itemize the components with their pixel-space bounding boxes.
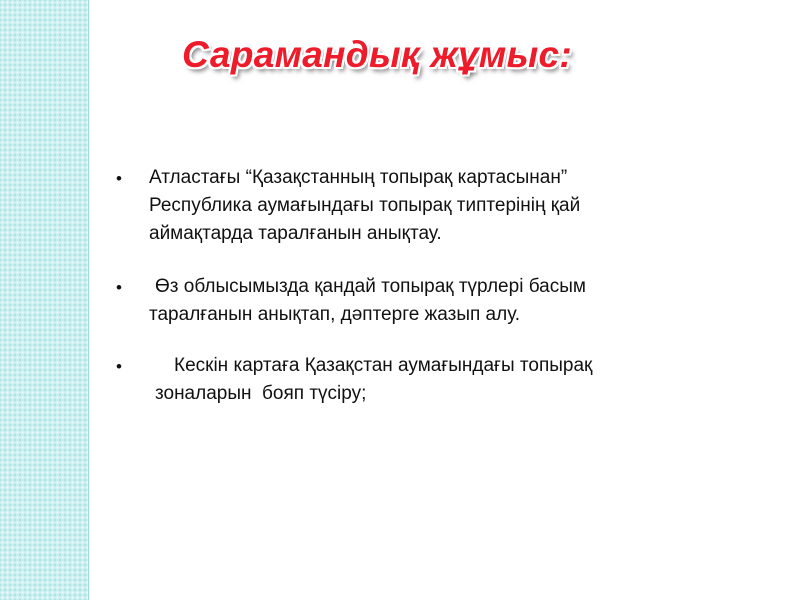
task-1-line-2: Республика аумағындағы топырақ типтерінің қай: [149, 195, 581, 216]
bullet-icon: •: [116, 169, 122, 188]
task-1-line-3: аймақтарда таралғанын анықтау.: [149, 223, 442, 244]
bullet-icon: •: [116, 278, 122, 297]
task-2-line-2: таралғанын анықтап, дәптерге жазып алу.: [149, 304, 521, 325]
task-3-line-1: Кескін картаға Қазақстан аумағындағы топырақ: [174, 355, 593, 376]
task-1-line-1: Атластағы “Қазақстанның топырақ картасынан”: [149, 167, 568, 188]
slide-title: Сарамандық жұмыс:: [182, 34, 572, 75]
task-3-line-2: зоналарын бояп түсіру;: [155, 383, 367, 404]
task-2-line-1: Өз облысымызда қандай топырақ түрлері басым: [155, 276, 586, 297]
bullet-icon: •: [116, 357, 122, 376]
